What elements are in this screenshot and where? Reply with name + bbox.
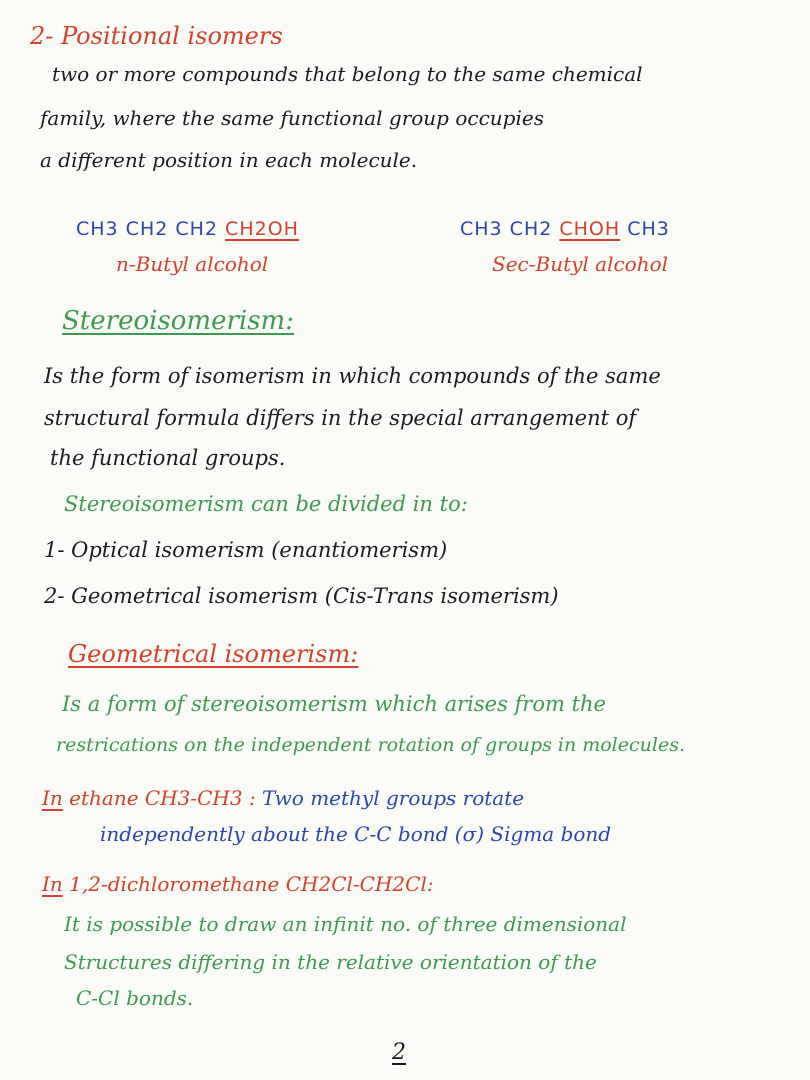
geo-def-line-2: restrications on the independent rotation of groups in molecules. bbox=[56, 734, 685, 756]
ethane-name: ethane CH3-CH3 : bbox=[62, 786, 263, 810]
stereo-item-geometrical: 2- Geometrical isomerism (Cis-Trans isomerism) bbox=[44, 584, 559, 608]
ethane-in-label: In bbox=[42, 786, 63, 810]
dichloro-desc-line-3: C-Cl bonds. bbox=[76, 986, 194, 1010]
positional-def-line-3: a different position in each molecule. bbox=[40, 148, 418, 172]
formula-n-butyl bbox=[76, 218, 299, 240]
stereo-divided: Stereoisomerism can be divided in to: bbox=[64, 492, 468, 516]
formula-sec-butyl-group: CHOH bbox=[559, 218, 621, 240]
dichloro-name: 1,2-dichloromethane CH2Cl-CH2Cl: bbox=[62, 872, 434, 896]
ethane-line-2: independently about the C-C bond (σ) Sigma bond bbox=[100, 822, 612, 846]
formula-sec-butyl bbox=[460, 218, 670, 240]
dichloro-desc-line-2: Structures differing in the relative orientation of the bbox=[64, 950, 597, 974]
stereo-def-line-2: structural formula differs in the special arrangement of bbox=[44, 406, 637, 430]
formula-sec-butyl-chain: CH3 CH2 bbox=[460, 218, 560, 240]
ethane-desc-1: Two methyl groups rotate bbox=[262, 786, 525, 810]
positional-def-line-1: two or more compounds that belong to the same chemical bbox=[52, 62, 643, 86]
formula-sec-butyl-end: CH3 bbox=[620, 218, 670, 240]
geo-def-line-1: Is a form of stereoisomerism which arises from the bbox=[62, 692, 606, 716]
name-n-butyl: n-Butyl alcohol bbox=[116, 252, 269, 276]
stereo-def-line-1: Is the form of isomerism in which compounds of the same bbox=[44, 364, 661, 388]
formula-n-butyl-chain: CH3 CH2 CH2 bbox=[76, 218, 226, 240]
geo-heading: Geometrical isomerism: bbox=[68, 640, 359, 668]
page-number: 2 bbox=[392, 1040, 406, 1065]
stereo-heading: Stereoisomerism: bbox=[62, 306, 294, 336]
positional-def-line-2: family, where the same functional group occupies bbox=[40, 106, 544, 130]
stereo-def-line-3: the functional groups. bbox=[50, 446, 286, 470]
dichloro-line-heading bbox=[42, 872, 434, 896]
stereo-item-optical: 1- Optical isomerism (enantiomerism) bbox=[44, 538, 448, 562]
dichloro-in-label: In bbox=[42, 872, 63, 896]
positional-heading: 2- Positional isomers bbox=[30, 22, 283, 50]
dichloro-desc-line-1: It is possible to draw an infinit no. of three dimensional bbox=[64, 912, 627, 936]
formula-n-butyl-group: CH2OH bbox=[225, 218, 299, 240]
name-sec-butyl: Sec-Butyl alcohol bbox=[492, 252, 669, 276]
ethane-line-1 bbox=[42, 786, 524, 810]
